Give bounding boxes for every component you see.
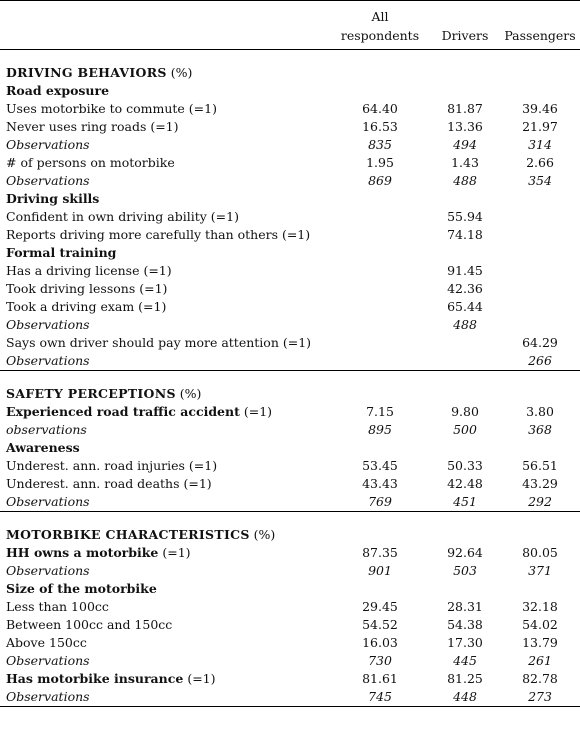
subheading-driving-skills: Driving skills [6, 191, 100, 206]
cell-all: 54.52 [362, 617, 398, 632]
section-unit: (%) [170, 65, 193, 80]
cell-all [330, 280, 430, 298]
cell-drivers: 65.44 [447, 299, 483, 314]
cell-drivers: 488 [453, 173, 477, 188]
header-drivers: Drivers [441, 28, 489, 43]
cell-drivers: 451 [453, 494, 477, 509]
row-label: Observations [6, 653, 90, 668]
cell-drivers: 445 [453, 653, 477, 668]
insurance-label: Has motorbike insurance [6, 671, 184, 686]
cell-drivers: 42.48 [447, 476, 483, 491]
cell-all: 769 [368, 494, 392, 509]
row-label: Underest. ann. road injuries (=1) [6, 458, 218, 473]
cell-passengers: 82.78 [522, 671, 558, 686]
cell-all: 895 [368, 422, 392, 437]
observations-row [0, 493, 580, 512]
table-row [0, 280, 580, 298]
row-label: Has a driving license (=1) [6, 263, 172, 278]
row-label: Observations [6, 317, 90, 332]
cell-all [330, 262, 430, 280]
row-label: Observations [6, 353, 90, 368]
subheading-awareness: Awareness [6, 440, 80, 455]
cell-passengers [500, 262, 580, 280]
cell-all: 81.61 [362, 671, 398, 686]
cell-passengers: 39.46 [522, 101, 558, 116]
cell-all: 43.43 [362, 476, 398, 491]
cell-drivers: 28.31 [447, 599, 483, 614]
row-label: # of persons on motorbike [6, 155, 175, 170]
cell-drivers: 448 [453, 689, 477, 704]
cell-passengers: 80.05 [522, 545, 558, 560]
row-label: Reports driving more carefully than others (=1) [6, 227, 311, 242]
cell-passengers: 54.02 [522, 617, 558, 632]
table-row [0, 100, 580, 118]
cell-passengers [500, 208, 580, 226]
row-label: Underest. ann. road deaths (=1) [6, 476, 212, 491]
cell-all: 869 [368, 173, 392, 188]
row-label [0, 544, 330, 562]
cell-all: 87.35 [362, 545, 398, 560]
section-title: SAFETY PERCEPTIONS [6, 386, 176, 401]
cell-passengers [500, 298, 580, 316]
table-row [0, 544, 580, 562]
cell-passengers: 43.29 [522, 476, 558, 491]
insurance-suffix: (=1) [187, 671, 216, 686]
observations-row [0, 136, 580, 154]
observations-row [0, 688, 580, 707]
cell-all: 29.45 [362, 599, 398, 614]
table-row [0, 403, 580, 421]
cell-drivers: 81.25 [447, 671, 483, 686]
cell-all [330, 226, 430, 244]
row-label: Uses motorbike to commute (=1) [6, 101, 217, 116]
cell-all: 7.15 [366, 404, 394, 419]
cell-passengers: 266 [528, 353, 552, 368]
cell-passengers: 368 [528, 422, 552, 437]
cell-drivers: 17.30 [447, 635, 483, 650]
section-title: MOTORBIKE CHARACTERISTICS [6, 527, 250, 542]
cell-passengers: 21.97 [522, 119, 558, 134]
cell-drivers: 13.36 [447, 119, 483, 134]
cell-passengers: 371 [528, 563, 552, 578]
section-safety-perceptions [0, 371, 580, 404]
observations-row [0, 421, 580, 439]
table-row [0, 475, 580, 493]
cell-drivers: 55.94 [447, 209, 483, 224]
subheading-size: Size of the motorbike [6, 581, 157, 596]
section-driving-behaviors [0, 50, 580, 83]
cell-all: 1.95 [366, 155, 394, 170]
cell-all [330, 298, 430, 316]
cell-drivers: 54.38 [447, 617, 483, 632]
cell-all: 835 [368, 137, 392, 152]
observations-row [0, 652, 580, 670]
cell-passengers: 354 [528, 173, 552, 188]
section-unit: (%) [253, 527, 276, 542]
observations-row [0, 172, 580, 190]
header-row [0, 1, 580, 50]
cell-passengers: 3.80 [526, 404, 554, 419]
cell-passengers: 2.66 [526, 155, 554, 170]
table-row [0, 634, 580, 652]
cell-passengers: 56.51 [522, 458, 558, 473]
observations-row [0, 316, 580, 334]
header-empty [0, 1, 330, 50]
table-row [0, 154, 580, 172]
header-passengers: Passengers [504, 28, 576, 43]
row-label: Above 150cc [6, 635, 87, 650]
table-row [0, 334, 580, 352]
cell-drivers: 503 [453, 563, 477, 578]
row-label: observations [6, 422, 87, 437]
cell-all: 16.03 [362, 635, 398, 650]
cell-all [330, 316, 430, 334]
cell-passengers [500, 316, 580, 334]
cell-passengers [500, 280, 580, 298]
row-label: Says own driver should pay more attention (=1) [6, 335, 312, 350]
cell-drivers: 1.43 [451, 155, 479, 170]
cell-all: 53.45 [362, 458, 398, 473]
row-label: Between 100cc and 150cc [6, 617, 173, 632]
cell-passengers: 292 [528, 494, 552, 509]
observations-row [0, 562, 580, 580]
owns-label: HH owns a motorbike [6, 545, 159, 560]
row-label [0, 403, 330, 421]
cell-drivers: 42.36 [447, 281, 483, 296]
accident-suffix: (=1) [243, 404, 273, 419]
subheading-formal-training: Formal training [6, 245, 117, 260]
table-row [0, 670, 580, 688]
cell-passengers: 273 [528, 689, 552, 704]
cell-passengers: 261 [528, 653, 552, 668]
header-all-line2: respondents [340, 28, 420, 43]
row-label: Observations [6, 494, 90, 509]
subheading-road-exposure: Road exposure [6, 83, 110, 98]
row-label: Observations [6, 563, 90, 578]
table-row [0, 262, 580, 280]
table-row [0, 298, 580, 316]
cell-all: 64.40 [362, 101, 398, 116]
row-label: Observations [6, 173, 90, 188]
table-row [0, 208, 580, 226]
row-label: Observations [6, 689, 90, 704]
accident-label: Experienced road traffic accident [6, 404, 240, 419]
table-row [0, 118, 580, 136]
cell-drivers: 50.33 [447, 458, 483, 473]
cell-drivers [430, 352, 500, 371]
row-label: Never uses ring roads (=1) [6, 119, 179, 134]
section-motorbike-characteristics [0, 512, 580, 545]
row-label: Took driving lessons (=1) [6, 281, 168, 296]
cell-drivers: 494 [453, 137, 477, 152]
cell-passengers: 314 [528, 137, 552, 152]
cell-drivers: 92.64 [447, 545, 483, 560]
cell-drivers: 500 [453, 422, 477, 437]
cell-drivers: 81.87 [447, 101, 483, 116]
table-row [0, 226, 580, 244]
cell-all: 16.53 [362, 119, 398, 134]
cell-drivers [430, 334, 500, 352]
observations-row [0, 352, 580, 371]
table-row [0, 616, 580, 634]
header-all-respondents [330, 1, 430, 50]
cell-all [330, 352, 430, 371]
cell-all: 730 [368, 653, 392, 668]
row-label: Took a driving exam (=1) [6, 299, 167, 314]
cell-drivers: 9.80 [451, 404, 479, 419]
row-label: Observations [6, 137, 90, 152]
row-label [0, 670, 330, 688]
cell-all: 901 [368, 563, 392, 578]
cell-all [330, 334, 430, 352]
cell-passengers: 32.18 [522, 599, 558, 614]
cell-drivers: 91.45 [447, 263, 483, 278]
table-row [0, 598, 580, 616]
table-row [0, 457, 580, 475]
cell-all: 745 [368, 689, 392, 704]
cell-drivers: 488 [453, 317, 477, 332]
row-label: Confident in own driving ability (=1) [6, 209, 239, 224]
row-label: Less than 100cc [6, 599, 109, 614]
cell-passengers: 64.29 [522, 335, 558, 350]
header-all-line1: All [371, 9, 389, 24]
cell-all [330, 208, 430, 226]
cell-drivers: 74.18 [447, 227, 483, 242]
owns-suffix: (=1) [162, 545, 191, 560]
section-title: DRIVING BEHAVIORS [6, 65, 167, 80]
cell-passengers: 13.79 [522, 635, 558, 650]
cell-passengers [500, 226, 580, 244]
section-unit: (%) [179, 386, 202, 401]
